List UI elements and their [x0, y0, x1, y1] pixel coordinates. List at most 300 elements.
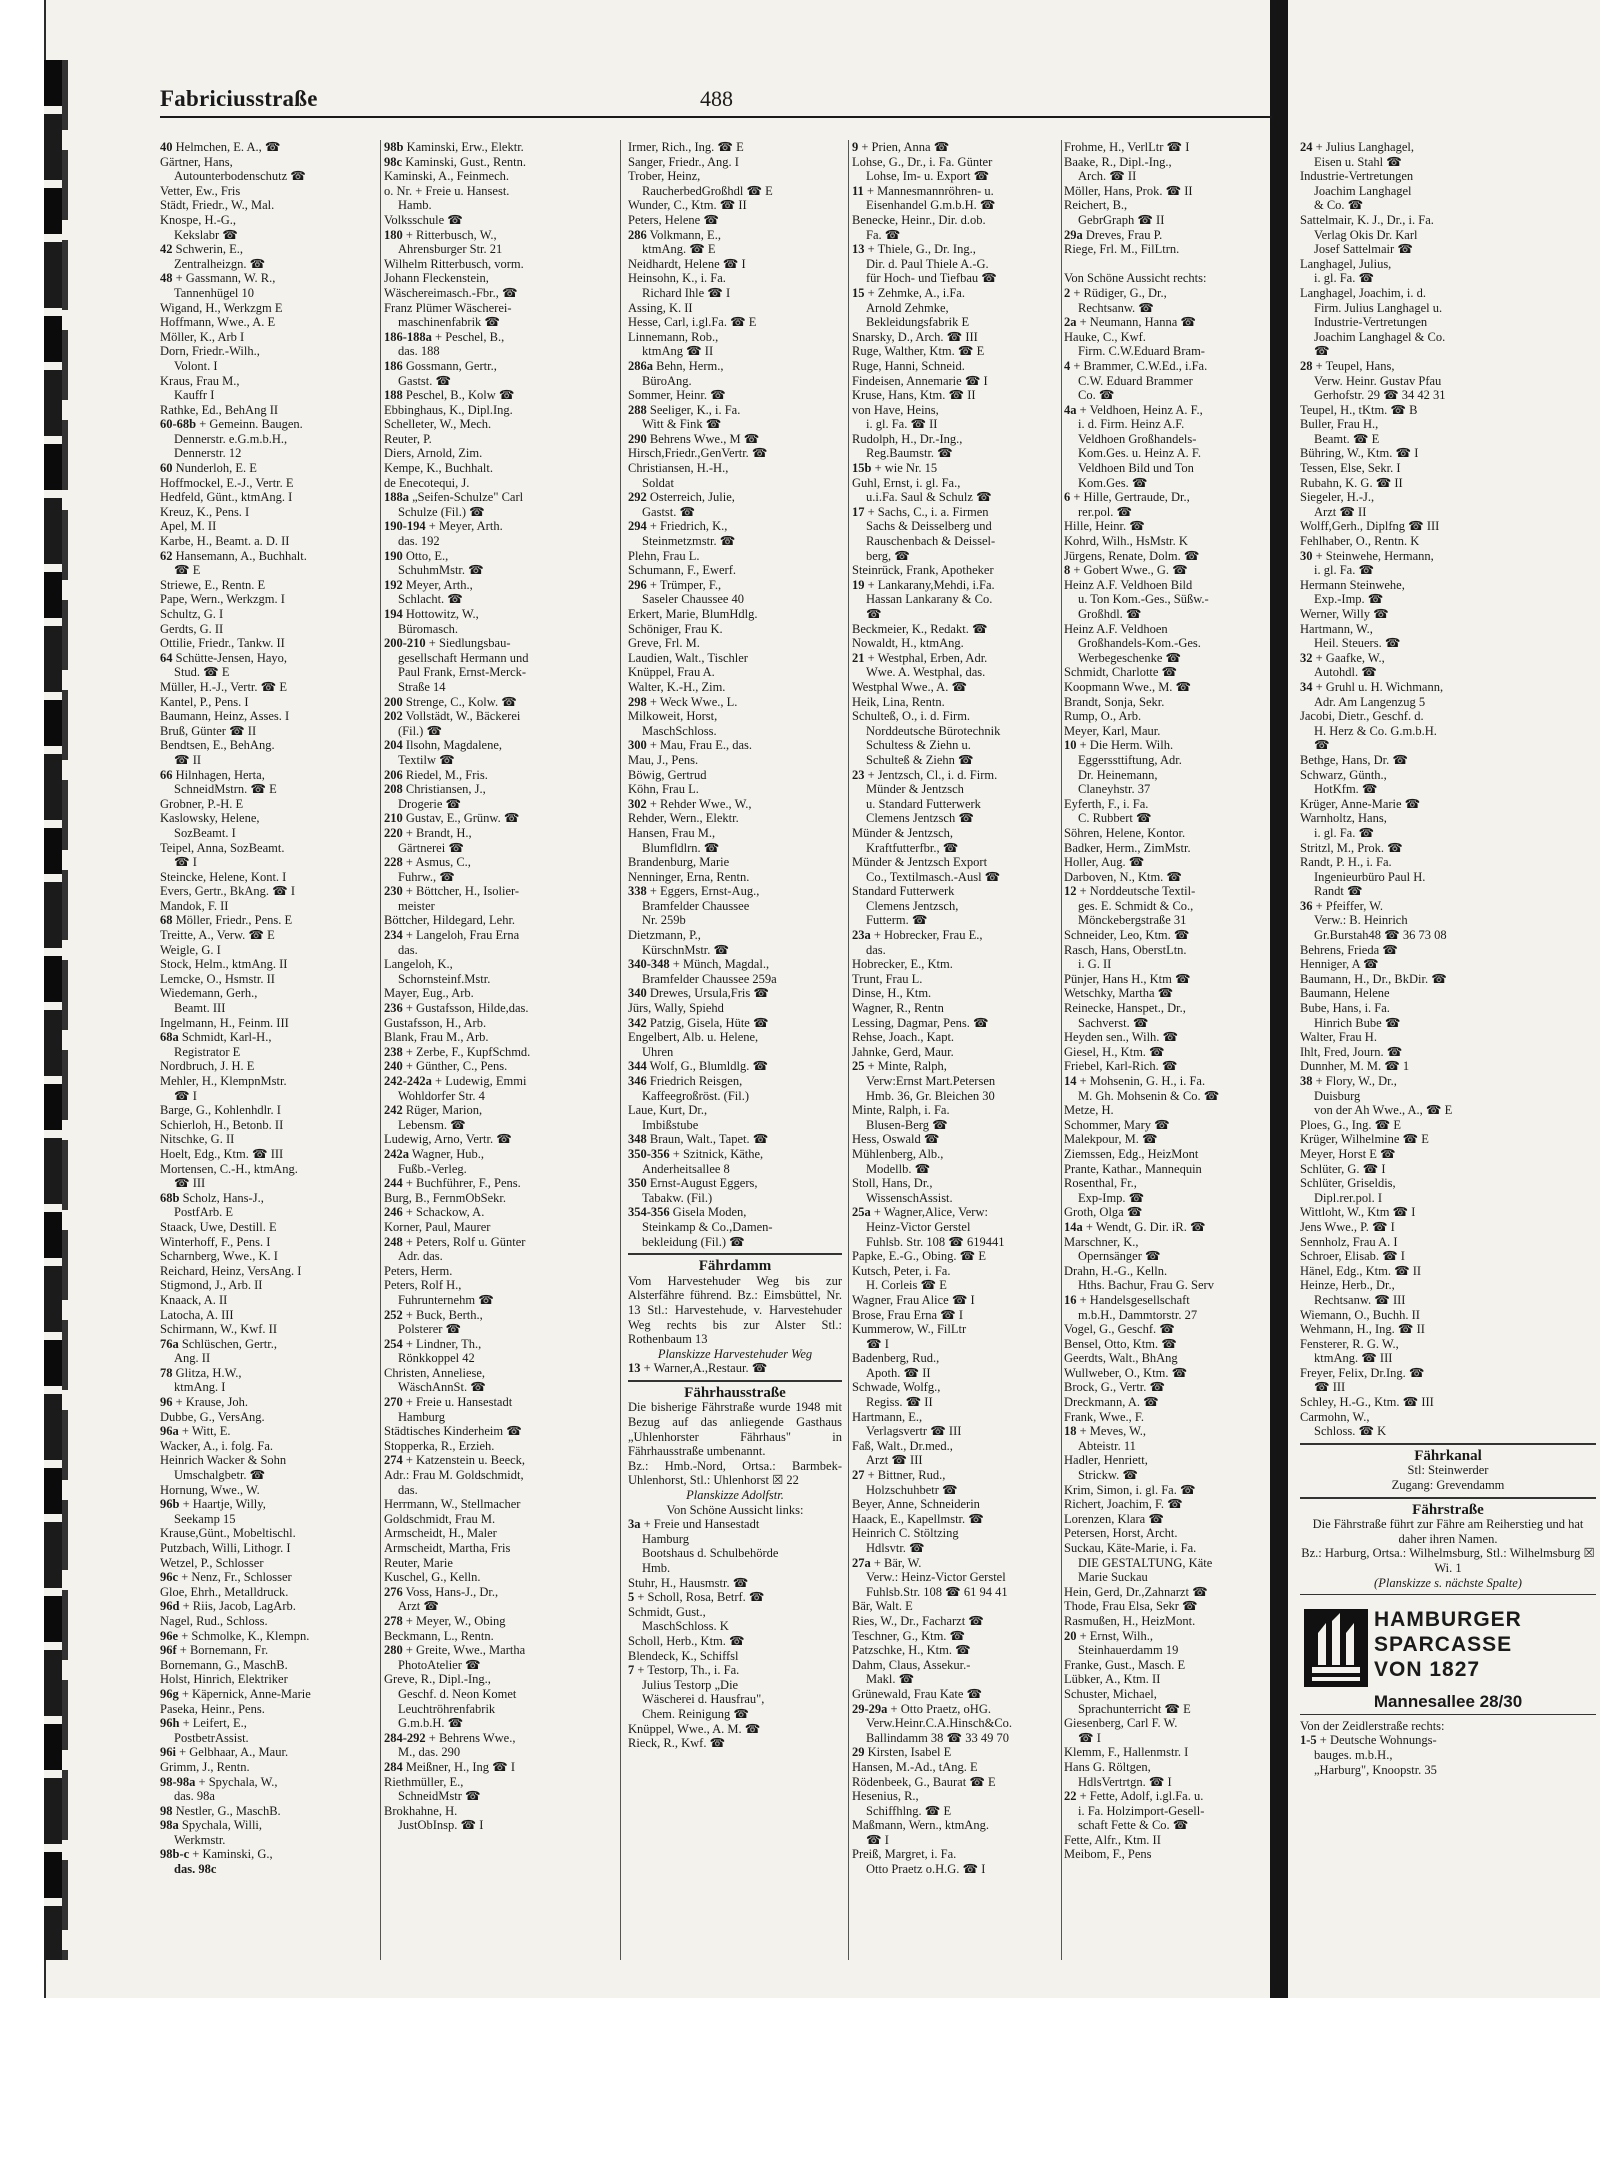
directory-entry: 7 + Testorp, Th., i. Fa. — [628, 1663, 740, 1678]
directory-entry: das. 98c — [174, 1862, 217, 1877]
directory-entry: Dreckmann, A. ☎ — [1064, 1395, 1159, 1410]
directory-entry: Johann Fleckenstein, — [384, 271, 489, 286]
directory-entry: Behrens, Frieda ☎ — [1300, 942, 1398, 957]
directory-entry: Ahrensburger Str. 21 — [398, 242, 503, 257]
directory-entry: Steinmetzmstr. ☎ — [642, 534, 736, 549]
directory-entry: 346 Friedrich Reisgen, — [628, 1074, 743, 1088]
directory-entry: Gloe, Ehrh., Metalldruck. — [160, 1584, 289, 1599]
directory-entry: Knaack, A. II — [160, 1292, 228, 1307]
directory-entry: Carmohn, W., — [1300, 1409, 1370, 1424]
directory-entry: Heil. Steuers. ☎ — [1314, 636, 1401, 651]
directory-entry: Assing, K. II — [628, 300, 693, 315]
directory-entry: Sprachunterricht ☎ E — [1078, 1701, 1191, 1716]
directory-entry: 286 Volkmann, E., — [628, 227, 721, 242]
directory-entry: 68 Möller, Friedr., Pens. E — [160, 913, 293, 928]
directory-entry: Eisen u. Stahl ☎ — [1314, 154, 1402, 169]
directory-entry: MaschSchloss. K — [642, 1619, 729, 1634]
directory-entry: Reinecke, Hanspet., Dr., — [1064, 1001, 1186, 1016]
directory-entry: Jürs, Wally, Spiehd — [628, 1001, 724, 1016]
directory-entry: Laue, Kurt, Dr., — [628, 1103, 708, 1118]
directory-entry: 246 + Schackow, A. — [384, 1205, 485, 1220]
directory-entry: 23a + Hobrecker, Frau E., — [852, 928, 983, 943]
directory-entry: Kempe, K., Buchhalt. — [384, 461, 494, 476]
directory-entry: 29-29a + Otto Praetz, oHG. — [852, 1701, 991, 1716]
directory-entry: 244 + Buchführer, F., Pens. — [384, 1176, 521, 1191]
directory-entry: 350-356 + Szitnick, Käthe, — [628, 1146, 764, 1161]
directory-entry: HdlsVertrtgn. ☎ I — [1078, 1774, 1172, 1789]
directory-entry: gesellschaft Hermann und — [398, 650, 529, 665]
directory-entry: Heyden sen., Wilh. ☎ — [1064, 1030, 1179, 1045]
page-gutter — [1270, 0, 1288, 1998]
directory-entry: Reuter, Marie — [384, 1555, 453, 1570]
directory-entry: Sachs & Deisselberg und — [866, 519, 992, 534]
directory-entry: Geschf. d. Neon Komet — [398, 1686, 517, 1701]
directory-entry: Blusen-Berg ☎ — [866, 1117, 948, 1132]
directory-entry: Wehmann, H., Ing. ☎ II — [1300, 1322, 1425, 1337]
directory-entry: Lessing, Dagmar, Pens. ☎ — [852, 1015, 989, 1030]
directory-entry: Striewe, E., Rentn. E — [160, 577, 266, 592]
directory-entry: Verw.Heinr.C.A.Hinsch&Co. — [866, 1716, 1013, 1731]
directory-entry: 180 + Ritterbusch, W., — [384, 227, 497, 242]
directory-entry: 248 + Peters, Rolf u. Günter — [384, 1234, 526, 1249]
directory-entry: 68b Scholz, Hans-J., — [160, 1190, 264, 1205]
directory-entry: m.b.H., Dammtorstr. 27 — [1078, 1307, 1198, 1322]
directory-entry: ☎ — [866, 607, 882, 621]
directory-entry: Herrmann, W., Stellmacher — [384, 1497, 521, 1512]
directory-entry: Gastst. ☎ — [642, 504, 696, 519]
directory-entry: Linnemann, Rob., — [628, 329, 719, 344]
directory-entry: 76a Schlüschen, Gertr., — [160, 1336, 277, 1351]
directory-entry: Reichert, B., — [1064, 198, 1128, 213]
directory-entry: Rieck, R., Kwf. ☎ — [628, 1736, 726, 1751]
directory-entry: Kraus, Frau M., — [160, 373, 240, 388]
directory-entry: Sattelmair, K. J., Dr., i. Fa. — [1300, 212, 1434, 227]
directory-entry: Jahnke, Gerd, Maur. — [852, 1044, 954, 1059]
directory-entry: Nitschke, G. II — [160, 1132, 235, 1147]
directory-entry: 338 + Eggers, Ernst-Aug., — [628, 884, 760, 899]
directory-entry: Schornsteinf.Mstr. — [398, 971, 491, 986]
directory-entry: ktmAng. ☎ III — [1314, 1351, 1393, 1366]
directory-entry: 96f + Bornemann, Fr. — [160, 1643, 269, 1658]
directory-entry: Benecke, Heinr., Dir. d.ob. — [852, 212, 986, 227]
directory-entry: ☎ — [1314, 344, 1330, 359]
directory-entry: Rehse, Joach., Kapt. — [852, 1030, 955, 1045]
directory-entry: 98b Kaminski, Erw., Elektr. — [384, 140, 524, 154]
directory-entry: Stud. ☎ E — [174, 665, 230, 680]
directory-entry: Duisburg — [1314, 1088, 1361, 1103]
directory-entry: 28 + Teupel, Hans, — [1300, 358, 1395, 373]
directory-entry: 96h + Leifert, E., — [160, 1716, 247, 1731]
directory-entry: Karbe, H., Beamt. a. D. II — [160, 534, 290, 549]
directory-entry: Westphal Wwe., A. ☎ — [852, 679, 968, 694]
directory-entry: 48 + Gassmann, W. R., — [160, 271, 276, 286]
directory-entry: Eisenhandel G.m.b.H. ☎ — [866, 198, 996, 213]
faehrdamm-sketch-note: Planskizze Harvestehuder Weg — [657, 1346, 813, 1361]
directory-entry: Metze, H. — [1064, 1103, 1114, 1118]
directory-entry: 96g + Käpernick, Anne-Marie — [160, 1686, 311, 1701]
directory-entry: Beamt. III — [174, 1001, 226, 1016]
directory-entry: Wittloht, W., Ktm ☎ I — [1300, 1205, 1416, 1220]
directory-entry: Lohse, Im- u. Export ☎ — [866, 169, 990, 184]
directory-entry: Nagel, Rud., Schloss. — [160, 1613, 268, 1628]
directory-entry: Werner, Willy ☎ — [1300, 607, 1389, 621]
directory-entry: Kaffeegroßröst. (Fil.) — [642, 1088, 750, 1103]
directory-entry: 298 + Weck Wwe., L. — [628, 694, 738, 709]
directory-entry: ktmAng. ☎ E — [642, 242, 716, 257]
directory-entry: Knüppel, Wwe., A. M. ☎ — [628, 1721, 761, 1736]
directory-entry: Münder & Jentzsch Export — [852, 855, 988, 870]
directory-entry: Kreuz, K., Pens. I — [160, 504, 250, 519]
directory-entry: Gerhofstr. 29 ☎ 34 42 31 — [1314, 388, 1446, 403]
directory-entry: Hornung, Wwe., W. — [160, 1482, 260, 1497]
directory-entry: Lübker, A., Ktm. II — [1064, 1672, 1161, 1687]
directory-entry: Dahm, Claus, Assekur.- — [852, 1657, 971, 1672]
directory-entry: Snarsky, D., Arch. ☎ III — [852, 329, 978, 344]
directory-entry: Schmidt, Gust., — [628, 1604, 706, 1619]
directory-entry: Trunt, Frau L. — [852, 971, 923, 986]
directory-entry: Kraftfutterfbr., ☎ — [866, 840, 959, 855]
directory-entry: Großhandels-Kom.-Ges. — [1078, 636, 1201, 651]
directory-entry: für Hoch- und Tiefbau ☎ — [866, 271, 997, 286]
directory-entry: Pünjer, Hans H., Ktm ☎ — [1064, 971, 1191, 986]
directory-entry: Kutsch, Peter, i. Fa. — [852, 1263, 951, 1278]
directory-entry: Mandok, F. II — [160, 898, 229, 913]
section-rule — [1300, 1443, 1596, 1445]
directory-entry: Thode, Frau Elsa, Sekr ☎ — [1064, 1599, 1198, 1614]
directory-entry: 3a + Freie und Hansestadt — [628, 1517, 760, 1532]
directory-entry: 96e + Schmolke, K., Klempn. — [160, 1628, 310, 1643]
section-title-faehrkanal: Fährkanal — [1414, 1448, 1482, 1464]
directory-entry: Mortensen, C.-H., ktmAng. — [160, 1161, 298, 1176]
directory-entry: berg, ☎ — [866, 548, 910, 563]
directory-entry: Holzschuhbetr ☎ — [866, 1482, 958, 1497]
directory-entry: 42 Schwerin, E., — [160, 242, 243, 257]
directory-entry: Peters, Helene ☎ — [628, 212, 719, 227]
directory-entry: Ingelmann, H., Feinm. III — [160, 1015, 289, 1030]
directory-entry: Werkmstr. — [174, 1832, 226, 1847]
directory-entry: Nowaldt, H., ktmAng. — [852, 636, 964, 651]
directory-entry: Bramfelder Chaussee — [642, 898, 750, 913]
directory-entry: Hassan Lankarany & Co. — [866, 592, 993, 607]
directory-entry: 278 + Meyer, W., Obing — [384, 1613, 506, 1628]
directory-entry: Baake, R., Dipl.-Ing., — [1064, 154, 1172, 169]
directory-entry: Armscheidt, Martha, Fris — [384, 1541, 511, 1555]
directory-entry: Stigmond, J., Arb. II — [160, 1278, 263, 1293]
directory-entry: Nenninger, Erna, Rentn. — [628, 869, 750, 884]
directory-entry: 2 + Rüdiger, G., Dr., — [1064, 285, 1167, 300]
directory-entry: 11 + Mannesmannröhren- u. — [852, 183, 994, 198]
directory-entry: Rudolph, H., Dr.-Ing., — [852, 431, 963, 446]
directory-entry: Darboven, N., Ktm. ☎ — [1064, 869, 1182, 884]
directory-entry: Böttcher, Hildegard, Lehr. — [384, 913, 516, 928]
directory-entry: u.i.Fa. Saul & Schulz ☎ — [866, 490, 992, 505]
advert-rule — [1300, 1594, 1596, 1595]
directory-entry: 96c + Nenz, Fr., Schlosser — [160, 1570, 292, 1585]
directory-entry: Schierloh, H., Betonb. II — [160, 1117, 284, 1132]
directory-entry: Prante, Kathar., Mannequin — [1064, 1161, 1202, 1176]
running-head — [160, 86, 1272, 116]
directory-entry: Grimm, J., Rentn. — [160, 1759, 250, 1774]
directory-entry: Walter, Frau H. — [1300, 1030, 1377, 1045]
directory-entry: Wohldorfer Str. 4 — [398, 1088, 485, 1103]
directory-entry: Blank, Frau M., Arb. — [384, 1030, 489, 1045]
directory-entry: Blumfldlrn. ☎ — [642, 840, 720, 855]
directory-entry: 192 Meyer, Arth., — [384, 577, 473, 592]
directory-entry: Dr. Heinemann, — [1078, 767, 1158, 782]
directory-entry: ☎ I — [174, 855, 197, 870]
directory-entry: Schlüter, G. ☎ I — [1300, 1161, 1386, 1176]
directory-entry: Weigle, G. I — [160, 942, 221, 957]
directory-entry: Exp.-Imp. ☎ — [1314, 592, 1384, 607]
faehrhausstrasse-entries — [628, 1517, 842, 1751]
directory-entry: Verw:Ernst Mart.Petersen — [866, 1074, 996, 1088]
directory-entry: Erkert, Marie, BlumHdlg. — [628, 607, 758, 621]
directory-entry: Petersen, Horst, Archt. — [1064, 1526, 1178, 1541]
faehrstrasse-district: Bz.: Harburg, Ortsa.: Wilhelmsburg, Stl.: Wilhelmsburg ☒ Wi. 1 — [1301, 1546, 1595, 1575]
directory-entry: Papke, E.-G., Obing. ☎ E — [852, 1249, 986, 1264]
directory-entry: Schwarz, Günth., — [1300, 767, 1387, 782]
directory-entry: Schulze (Fil.) ☎ — [398, 504, 485, 519]
directory-entry: Hansen, Frau M., — [628, 825, 716, 840]
directory-entry: Chem. Reinigung ☎ — [642, 1706, 749, 1721]
directory-entry: Latocha, A. III — [160, 1307, 234, 1322]
faehrdamm-entry: 13 + Warner,A.,Restaur. ☎ — [628, 1361, 768, 1376]
advert-line-3: VON 1827 — [1374, 1658, 1481, 1682]
directory-entry: Makl. ☎ — [866, 1672, 915, 1687]
directory-entry: 284 Meißner, H., Ing ☎ I — [384, 1759, 516, 1774]
directory-entry: Uhren — [642, 1044, 674, 1059]
directory-entry: Sanger, Friedr., Ang. I — [628, 154, 739, 169]
directory-entry: Schlacht. ☎ — [398, 592, 463, 607]
directory-entry: Köhn, Frau L. — [628, 782, 699, 797]
directory-entry: Teupel, H., tKtm. ☎ B — [1300, 402, 1418, 417]
directory-entry: Riege, Frl. M., FilLtrn. — [1064, 242, 1180, 257]
directory-entry: Holler, Aug. ☎ — [1064, 855, 1145, 870]
directory-entry: Drahn, H.-G., Kelln. — [1064, 1263, 1168, 1278]
directory-entry: 96a + Witt, E. — [160, 1424, 231, 1439]
directory-entry: Stuhr, H., Hausmstr. ☎ — [628, 1575, 749, 1590]
directory-entry: Hermann Steinwehe, — [1300, 577, 1405, 592]
directory-entry: bauges. m.b.H., — [1314, 1747, 1393, 1762]
street-heading: Fabriciusstraße — [160, 86, 318, 111]
directory-entry: Schulteß & Ziehn ☎ — [866, 752, 974, 767]
directory-entry: Zentralheizgn. ☎ — [174, 256, 266, 271]
directory-entry: Imbißstube — [642, 1117, 699, 1132]
directory-entry: Volksschule ☎ — [384, 212, 463, 227]
directory-entry: 27 + Bittner, Rud., — [852, 1468, 946, 1483]
directory-entry: M., das. 290 — [398, 1745, 461, 1760]
directory-entry: Städt, Friedr., W., Mal. — [160, 198, 275, 213]
directory-entry: Ebbinghaus, K., Dipl.Ing. — [384, 402, 513, 417]
directory-entry: 230 + Böttcher, H., Isolier- — [384, 884, 520, 899]
directory-entry: 25a + Wagner,Alice, Verw: — [852, 1205, 988, 1220]
directory-entry: Schultz, G. I — [160, 607, 224, 621]
directory-entry: Schwade, Wolfg., — [852, 1380, 941, 1395]
directory-entry: Schmidt, Charlotte ☎ — [1064, 665, 1178, 680]
directory-entry: Winterhoff, F., Pens. I — [160, 1234, 271, 1249]
directory-entry: 36 + Pfeiffer, W. — [1300, 898, 1384, 913]
directory-entry: Dunnher, M. M. ☎ 1 — [1300, 1059, 1410, 1074]
directory-entry: Frank, Wwe., F. — [1064, 1409, 1145, 1424]
directory-entry: 78 Glitza, H.W., — [160, 1365, 242, 1380]
directory-entry: Werbegeschenke ☎ — [1078, 650, 1182, 665]
directory-entry: 238 + Zerbe, F., KupfSchmd. — [384, 1044, 531, 1059]
directory-entry: Stock, Helm., ktmAng. II — [160, 957, 288, 972]
directory-entry: Bensel, Otto, Ktm. ☎ — [1064, 1336, 1177, 1351]
directory-entry: Saseler Chaussee 40 — [642, 592, 745, 607]
directory-entry: das. — [398, 942, 418, 957]
directory-entry: Brandt, Sonja, Sekr. — [1064, 694, 1165, 709]
directory-entry: Wäscherei d. Hausfrau", — [642, 1692, 765, 1707]
advert-line-1: HAMBURGER — [1374, 1608, 1522, 1632]
directory-entry: Veldhoen Bild und Ton — [1078, 461, 1194, 476]
directory-entry: Eyferth, F., i. Fa. — [1064, 796, 1149, 811]
column-2 — [384, 140, 616, 1960]
directory-entry: Ruge, Hanni, Schneid. — [852, 358, 965, 373]
directory-entry: 98b-c + Kaminski, G., — [160, 1847, 273, 1862]
directory-entry: Umschalgbetr. ☎ — [174, 1468, 266, 1483]
directory-entry: Soldat — [642, 475, 674, 490]
directory-entry: Krüger, Anne-Marie ☎ — [1300, 796, 1421, 811]
directory-entry: Faß, Walt., Dr.med., — [852, 1438, 953, 1453]
directory-entry: Fensterer, R. G. W., — [1300, 1336, 1399, 1351]
directory-entry: Mühlenberg, Alb., — [852, 1146, 944, 1161]
directory-entry: Rönkkoppel 42 — [398, 1351, 475, 1366]
directory-entry: Dir. d. Paul Thiele A.-G. — [866, 256, 989, 271]
directory-entry: Steincke, Helene, Kont. I — [160, 869, 287, 884]
directory-entry: Preiß, Margret, i. Fa. — [852, 1847, 957, 1862]
directory-entry: Gr.Burstah48 ☎ 36 73 08 — [1314, 928, 1447, 943]
directory-entry: Badenberg, Rud., — [852, 1351, 940, 1366]
directory-entry: H. Corleis ☎ E — [866, 1278, 947, 1293]
directory-entry: 15b + wie Nr. 15 — [852, 461, 938, 476]
directory-entry: Kaslowsky, Helene, — [160, 811, 260, 826]
directory-entry: Langhagel, Joachim, i. d. — [1300, 285, 1427, 300]
directory-entry: GebrGraph ☎ II — [1078, 212, 1165, 227]
directory-entry: Armscheidt, H., Maler — [384, 1526, 497, 1541]
directory-entry: 14 + Mohsenin, G. H., i. Fa. — [1064, 1074, 1206, 1088]
directory-entry: Kom.Ges. u. Heinz A. F. — [1078, 446, 1201, 461]
directory-entry: Henniger, A ☎ — [1300, 957, 1379, 972]
directory-entry: 354-356 Gisela Moden, — [628, 1205, 747, 1220]
directory-entry: Tabakw. (Fil.) — [642, 1190, 713, 1205]
column-divider — [1061, 140, 1062, 1960]
faehrstrasse-description: Die Fährstraße führt zur Fähre am Reiherstieg und hat daher ihren Namen. — [1312, 1517, 1584, 1546]
directory-entry: Gustafsson, H., Arb. — [384, 1015, 487, 1030]
directory-entry: meister — [398, 898, 435, 913]
directory-entry: Mönckebergstraße 31 — [1078, 913, 1187, 928]
directory-entry: Heinsohn, K., i. Fa. — [628, 271, 726, 286]
directory-entry: Exp-Imp. ☎ — [1078, 1190, 1145, 1205]
directory-entry: Schlüter, Griseldis, — [1300, 1176, 1396, 1191]
directory-entry: i. gl. Fa. ☎ — [1314, 271, 1375, 286]
directory-entry: Söhren, Helene, Kontor. — [1064, 825, 1186, 840]
directory-entry: 220 + Brandt, H., — [384, 825, 472, 840]
directory-entry: Marschner, K., — [1064, 1234, 1139, 1249]
directory-entry: Fa. ☎ — [866, 227, 901, 242]
directory-entry: Müller, H.-J., Vertr. ☎ E — [160, 679, 287, 694]
directory-entry: 2a + Neumann, Hanna ☎ — [1064, 315, 1196, 330]
directory-entry: Nr. 259b — [642, 913, 686, 928]
directory-entry: Firm. Julius Langhagel u. — [1314, 300, 1443, 315]
column-5 — [1064, 140, 1270, 1960]
directory-entry: ☎ I — [866, 1832, 889, 1847]
directory-entry: 68a Schmidt, Karl-H., — [160, 1030, 272, 1045]
section-title-faehrdamm: Fährdamm — [698, 1259, 772, 1274]
directory-entry: Koopmann Wwe., M. ☎ — [1064, 679, 1192, 694]
faehrhausstrasse-side-heading: Von Schöne Aussicht links: — [666, 1502, 804, 1517]
directory-entry: 208 Christiansen, J., — [384, 782, 486, 797]
directory-entry: 242-242a + Ludewig, Emmi — [384, 1074, 527, 1088]
directory-entry: 34 + Gruhl u. H. Wichmann, — [1300, 679, 1444, 694]
directory-entry: WäschAnnSt. ☎ — [398, 1380, 486, 1395]
directory-entry: bekleidung (Fil.) ☎ — [642, 1234, 745, 1249]
directory-entry: Rödenbeek, G., Baurat ☎ E — [852, 1774, 996, 1789]
directory-entry: de Enecotequi, J. — [384, 475, 470, 490]
directory-entry: Kummerow, W., FilLtr — [852, 1322, 967, 1337]
directory-entry: 194 Hottowitz, W., — [384, 607, 479, 621]
directory-entry: Laudien, Walt., Tischler — [628, 650, 748, 665]
directory-entry: Knüppel, Frau A. — [628, 665, 715, 680]
directory-entry: 344 Wolf, G., Blumldlg. ☎ — [628, 1059, 769, 1074]
directory-entry: das. 98a — [174, 1789, 215, 1804]
directory-entry: Von der Zeidlerstraße rechts: — [1300, 1718, 1445, 1733]
directory-entry: das. — [398, 1482, 418, 1497]
directory-entry: Drogerie ☎ — [398, 796, 462, 811]
directory-entry: Krause,Günt., Mobeltischl. — [160, 1526, 296, 1541]
directory-entry: Hille, Heinr. ☎ — [1064, 519, 1145, 534]
directory-entry: Steinkamp & Co.,Damen- — [642, 1219, 773, 1234]
advert-rule — [1300, 1714, 1596, 1715]
directory-entry: i. gl. Fa. ☎ — [1314, 825, 1375, 840]
directory-entry: Grobner, P.-H. E — [160, 796, 244, 811]
directory-entry: Fette, Alfr., Ktm. II — [1064, 1832, 1161, 1847]
directory-entry: ktmAng ☎ II — [642, 344, 714, 359]
directory-entry: i. gl. Fa. ☎ II — [866, 417, 938, 432]
directory-entry: Hein, Gerd, Dr.,Zahnarzt ☎ — [1064, 1584, 1208, 1599]
directory-entry: 286a Behn, Herm., — [628, 358, 724, 373]
directory-entry: 292 Osterreich, Julie, — [628, 490, 735, 505]
directory-entry: 348 Braun, Walt., Tapet. ☎ — [628, 1132, 769, 1147]
directory-entry: Böwig, Gertrud — [628, 767, 707, 782]
directory-entry: Reuter, P. — [384, 431, 432, 446]
directory-entry: Marie Suckau — [1078, 1570, 1148, 1585]
directory-entry: Dietzmann, P., — [628, 928, 701, 943]
directory-entry: 5 + Scholl, Rosa, Betrf. ☎ — [628, 1590, 765, 1605]
directory-entry: Verw. Heinr. Gustav Pfau — [1314, 373, 1442, 388]
directory-entry: ☎ I — [174, 1088, 197, 1103]
directory-entry: Brokhahne, H. — [384, 1803, 458, 1818]
directory-entry: 12 + Norddeutsche Textil- — [1064, 884, 1196, 899]
directory-entry: Scholl, Herb., Ktm. ☎ — [628, 1633, 745, 1648]
directory-entry: 270 + Freie u. Hansestadt — [384, 1395, 513, 1410]
directory-entry: Baumann, H., Dr., BkDir. ☎ — [1300, 971, 1447, 986]
faehrkanal-zugang: Zugang: Grevendamm — [1391, 1478, 1505, 1493]
directory-entry: 242 Rüger, Marion, — [384, 1103, 483, 1118]
directory-entry: Kekslabr ☎ — [174, 227, 238, 242]
column-4 — [852, 140, 1057, 1960]
directory-entry: & Co. ☎ — [1314, 198, 1364, 213]
directory-entry: Reg.Baumstr. ☎ — [866, 446, 953, 461]
directory-entry: Schöniger, Frau K. — [628, 621, 723, 636]
sparcasse-logo-icon — [1304, 1609, 1368, 1687]
directory-entry: Heinze, Herb., Dr., — [1300, 1278, 1395, 1293]
directory-entry: Büromasch. — [398, 621, 459, 636]
directory-entry: 17 + Sachs, C., i. a. Firmen — [852, 504, 989, 519]
directory-entry: Stopperka, R., Erzieh. — [384, 1438, 495, 1453]
directory-entry: Reichard, Heinz, VersAng. I — [160, 1263, 302, 1278]
directory-entry: 23 + Jentzsch, Cl., i. d. Firm. — [852, 767, 998, 782]
